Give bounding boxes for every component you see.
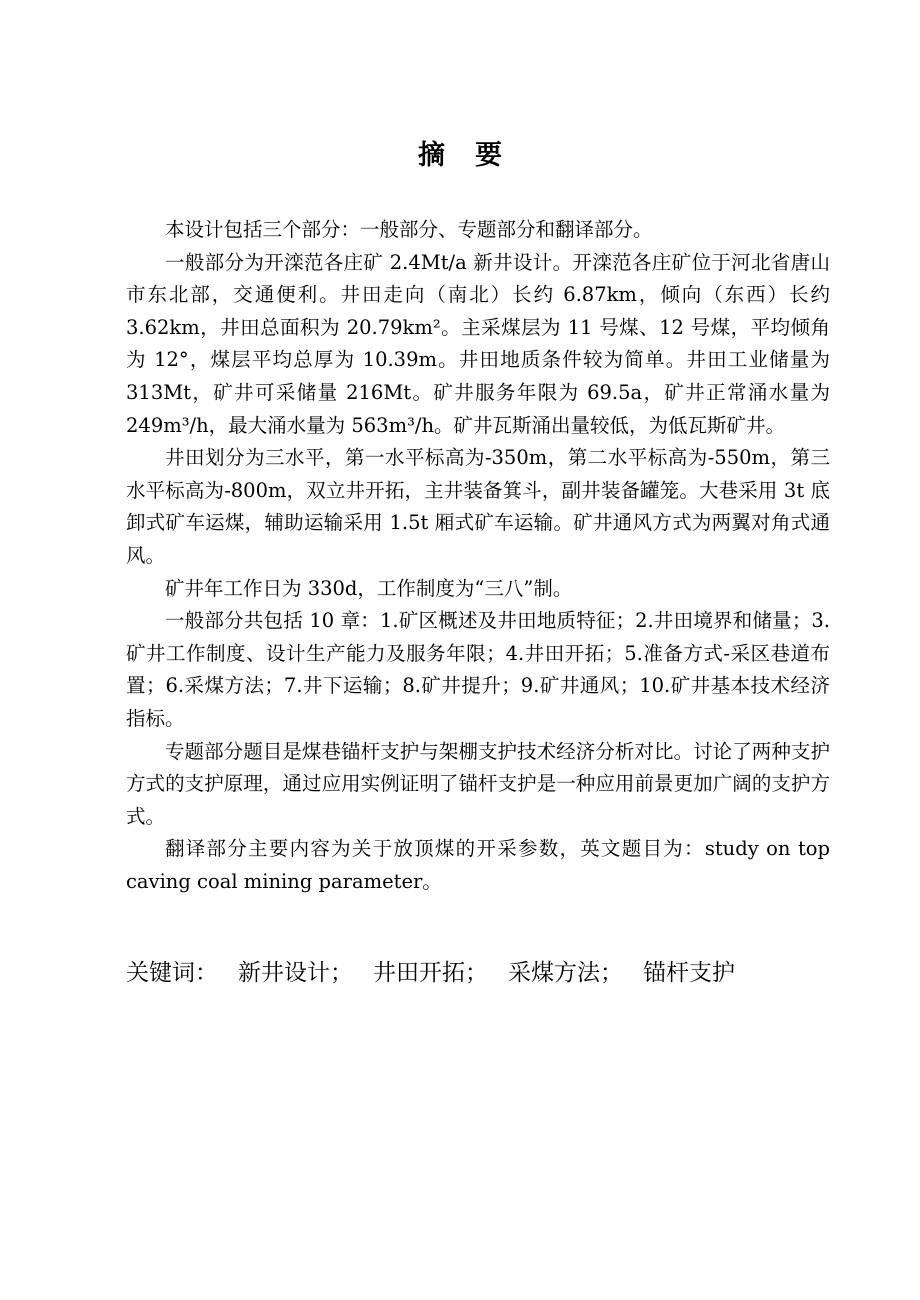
title-char-2: 要: [475, 140, 502, 171]
paragraph-general-part: 一般部分为开滦范各庄矿 2.4Mt/a 新井设计。开滦范各庄矿位于河北省唐山市东北部，交通便利。井田走向（南北）长约 6.87km，倾向（东西）长约 3.62km，井田总面积为 20.79km²。主采煤层为 11 号煤、12 号煤，平均倾角为 12°，煤层平均总厚为 10.39m。井田地质条件较为简单。井田工业储量为 313Mt，矿井可采储量 216Mt。矿井服务年限为 69.5a，矿井正常涌水量为 249m³/h，最大涌水量为 563m³/h。矿井瓦斯涌出量较低，为低瓦斯矿井。: [126, 250, 830, 437]
paragraph-levels: 井田划分为三水平，第一水平标高为-350m，第二水平标高为-550m，第三水平标高为-800m，双立井开拓，主井装备箕斗，副井装备罐笼。大巷采用 3t 底卸式矿车运煤，辅助运输采用 1.5t 厢式矿车运输。矿井通风方式为两翼对角式通风。: [126, 446, 830, 567]
paragraph-overview: 本设计包括三个部分：一般部分、专题部分和翻译部分。: [165, 218, 653, 241]
abstract-body: [126, 214, 830, 898]
paragraph-translation: 翻译部分主要内容为关于放顶煤的开采参数，英文题目为：study on top caving coal mining parameter。: [126, 837, 830, 893]
keyword-item: 采煤方法；: [508, 960, 623, 986]
keywords-label: 关键词：: [126, 960, 218, 986]
paragraph-chapters: 一般部分共包括 10 章：1.矿区概述及井田地质特征；2.井田境界和储量；3.矿井工作制度、设计生产能力及服务年限；4.井田开拓；5.准备方式-采区巷道布置；6.采煤方法；7.井下运输；8.矿井提升；9.矿井通风；10.矿井基本技术经济指标。: [126, 609, 830, 730]
paragraph-special-topic: 专题部分题目是煤巷锚杆支护与架棚支护技术经济分析对比。讨论了两种支护方式的支护原理，通过应用实例证明了锚杆支护是一种应用前景更加广阔的支护方式。: [126, 739, 830, 828]
paragraph-working-days: 矿井年工作日为 330d，工作制度为“三八”制。: [165, 576, 573, 600]
title-char-1: 摘: [418, 140, 445, 171]
keyword-item: 锚杆支护: [643, 960, 735, 986]
keyword-item: 新井设计；: [238, 960, 353, 986]
abstract-title: [0, 136, 920, 176]
keyword-item: 井田开拓；: [373, 960, 488, 986]
keywords-line: [126, 956, 830, 990]
